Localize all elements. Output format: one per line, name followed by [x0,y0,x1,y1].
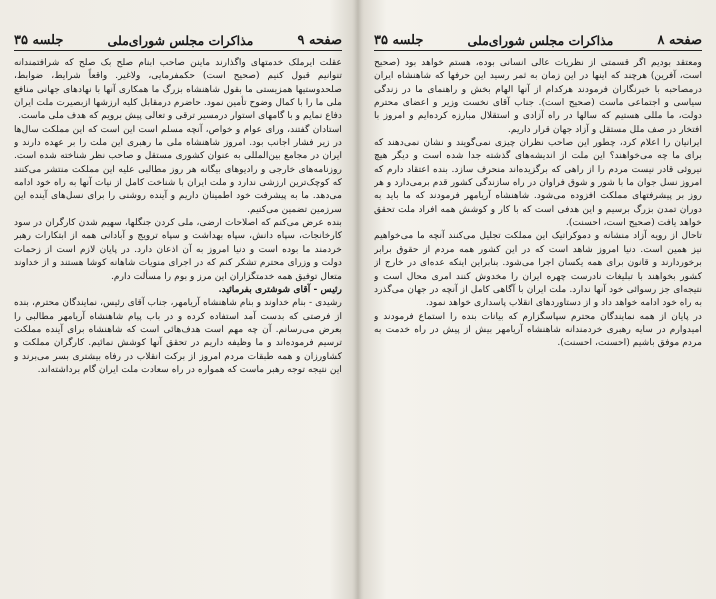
left-paragraph: استادان گفتند، ورای عوام و خواص، آنچه مسلم است این است که این مملکت سال‌ها در زیر فشار اجانب بود. امروز شاهنشاه ملی ما رهبری این ملت را بر عهده دارند و ایران در مجامع بین‌المللی به عنوان کشوری مستقل و صاحب نظر شناخته شده است. روزنامه‌های خارجی و رادیوهای بیگانه هر روز مطالبی علیه این مملکت منتشر می‌کنند که کوچک‌ترین ارزشی ندارد و ملت ایران با شناخت کامل از نیات آنها به راه خود ادامه می‌دهد. ما به پیشرفت خود اطمینان داریم و آینده روشنی را برای نسل‌های آینده این سرزمین تضمین می‌کنیم. [14,123,342,215]
right-paragraph: ومعتقد بودیم اگر قسمتی از نظریات عالی انسانی بوده، هستم خواهد بود (صحیح است، آفرین) هرچند که اینها در این زمان به ثمر رسید این حرفها که شاهنشاه ایران درمصاحبه با خبرنگاران فرمودند هرکدام از آنها الهام بخش و راهنمای ما در زندگی سیاسی و اجتماعی ماست (صحیح است). جناب آقای نخست وزیر و اعضای محترم دولت، ما مللی هستیم که سالها در راه آزادی و استقلال مبارزه کرده‌ایم و امروز با افتخار در صف ملل مستقل و آزاد جهان قرار داریم. [374,57,702,135]
left-page-session: جلسه ۳۵ [14,32,64,48]
right-page-header [374,30,702,50]
left-paragraph: بنده عرض می‌کنم که اصلاحات ارضی، ملی کردن جنگلها، سهیم شدن کارگران در سود کارخانجات، سپاه دانش، سپاه بهداشت و سپاه ترویج و آبادانی همه از ابتکارات رهبر خردمند ما بوده است و دنیا امروز به آن اذعان دارد. در پایان لازم است از زحمات دولت و وزرای محترم تشکر کنم که در اجرای منویات شاهانه کوشا هستند و از خداوند متعال توفیق همه خدمتگزاران این مرز و بوم را مسألت دارم. [14,217,342,282]
left-page-body [14,56,342,595]
right-page-session: جلسه ۳۵ [374,32,424,48]
left-paragraph: رشیدی - بنام خداوند و بنام شاهنشاه آریامهر، جناب آقای رئیس، نمایندگان محترم، بنده از فرصتی که بدست آمد استفاده کرده و در باب پیام شاهنشاه آریامهر مطالبی را بعرض می‌رسانم. آن چه مهم است هدف‌هائی است که شاهنشاه برای آینده مملکت ترسیم فرموده‌اند و ما وظیفه داریم در تحقق آنها کوشش نمائیم. کارگران مملکت و کشاورزان و همه طبقات مردم امروز از برکت انقلاب در رفاه بیشتری بسر می‌برند و این نتیجه توجه رهبر ماست که همواره در راه سعادت ملت ایران گام برداشته‌اند. [14,297,342,375]
right-page [360,0,716,599]
right-page-number: صفحه ۸ [657,32,702,48]
right-page-running-title: مذاکرات مجلس شورای‌ملی [467,32,614,48]
right-paragraph: تاحال از رویه آزاد منشانه و دموکراتیک این مملکت تجلیل می‌کنند آنچه ما می‌خواهیم نیز همین است. دنیا امروز شاهد است که در این کشور همه مردم از حقوق برابر برخوردارند و قانون برای همه یکسان اجرا می‌شود. بنابراین اینکه عده‌ای در خارج از کشور بخواهند با تبلیغات نادرست چهره ایران را مخدوش کنند امری محال است و نتیجه‌ای جز رسوائی خود آنها ندارد. ملت ایران با آگاهی کامل از آنچه در جهان می‌گذرد به راه خود ادامه خواهد داد و از دستاوردهای انقلاب پاسداری خواهد نمود. [374,230,702,309]
left-header-rule [14,50,342,51]
right-paragraph: در پایان از همه نمایندگان محترم سپاسگزارم که بیانات بنده را استماع فرمودند و امیدوارم در سایه رهبری خردمندانه شاهنشاه آریامهر بیش از پیش در راه خدمت به مردم موفق باشیم (احسنت، احسنت). [374,310,702,349]
right-header-rule [374,50,702,51]
right-paragraph: ایرانیان را اعلام کرد، چطور این صاحب نظران چیزی نمی‌گویند و نشان نمی‌دهند که برای ما چه می‌خواهند؟ این ملت از اندیشه‌های گذشته جدا شده است و دیگر هیچ نیروئی قادر نیست مردم را از راهی که برگزیده‌اند منحرف سازد. بنده اعتقاد دارم که امروز نسل جوان ما با شور و شوق فراوان در راه سازندگی کشور قدم برمی‌دارد و هر روز بر پیشرفتهای مملکت افزوده می‌شود. شاهنشاه آریامهر فرمودند که ما باید به دوران تمدن بزرگ برسیم و این هدفی است که با کار و کوشش همه افراد ملت تحقق خواهد یافت (صحیح است، احسنت). [374,137,702,229]
left-page-running-title: مذاکرات مجلس شورای‌ملی [107,32,254,48]
left-page [0,0,356,599]
left-speaker-line: رئیس - آقای شوشتری بفرمائید. [218,283,342,295]
left-paragraph: عقلت ایرملک خدمتهای واگذارند ماینن صاحب ابنام صلح بک صلح که شرافتمندانه تنوانیم قبول کنیم (صحیح است) حکمفرمایی، ولاغیر. واقعاً شرایط، ضوابط، صلحدوستیها همزیستی ما بقول شاهنشاه بزرگ ما همکاری آنها با نهادهای جهانی منافع ملی ما را با کمال وضوح تأمین نمود. حاضرم درمقابل کلیه ارزشها ازبصیرت ملت ایران دفاع نمایم و با گامهای استوار درمسیر ترقی و تعالی پیش برویم که هدف ملی ماست. [14,57,342,122]
left-page-number: صفحه ۹ [297,32,342,48]
right-page-body [374,56,702,595]
left-page-header [14,30,342,50]
